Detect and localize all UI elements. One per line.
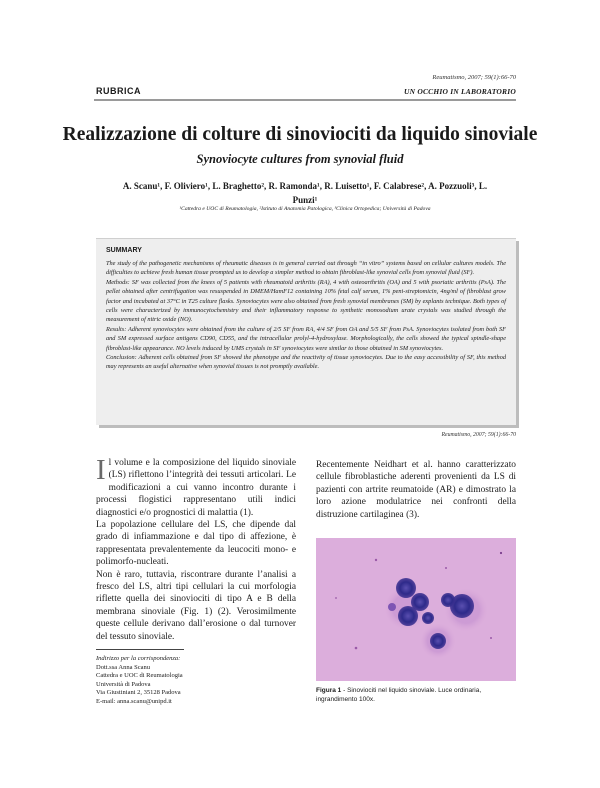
- summary-box: [96, 238, 516, 425]
- cell: [441, 593, 455, 607]
- summary-text: [106, 259, 506, 372]
- correspondence-email: E-mail: anna.scanu@unipd.it: [96, 697, 172, 705]
- article-subtitle: Synoviocyte cultures from synovial fluid: [196, 152, 404, 166]
- summary-results: Results: Adherent synoviocytes were obtained from the culture of 2/5 SF from RA, 4/4 SF from OA and 5/5 SF from PsA. Synoviocytes isolated from both SF and SM expressed surface antigens CD90, CD55, and the intracellular prolyl-4-hydroxylase. Morphologically, the cells showed the typical spindle-shape fibroblast-like appearance. NO levels induced by UMS crystals in SF synoviocytes were similar to those obtained in SM synoviocytes.: [106, 325, 506, 352]
- journal-reference: Reumatismo, 2007; 59(1):66-70: [432, 74, 516, 81]
- body-paragraph: La popolazione cellulare del LS, che dipende dal grado di infiammazione e dal tipo di affezione, è rappresentata prevalentemente da leucociti mono- e polimorfo-nucleati.: [96, 520, 296, 568]
- affiliations: ¹Cattedra e UOC di Reumatologia, ²Istituto di Anatomia Patologica, ³Clinica Ortopedica; Università di Padova: [179, 206, 431, 212]
- cell: [396, 578, 416, 598]
- correspondence-block: [96, 655, 296, 707]
- summary-heading: SUMMARY: [106, 247, 142, 254]
- body-paragraph: Non è raro, tuttavia, riscontrare durante l’analisi a fresco del LS, altri tipi cellulari la cui morfologia riflette quella dei sinoviociti di tipo A e B della membrana sinoviale (Fig. 1) (2). Verosimilmente queste cellule derivano dall’erosione o dal turnover del tessuto sinoviale.: [96, 569, 296, 642]
- correspondence-university: Università di Padova: [96, 680, 151, 688]
- figure-label: Figura 1: [316, 687, 342, 694]
- body-column-left: [96, 454, 296, 643]
- figure-micrograph: [316, 538, 516, 681]
- cell: [398, 606, 418, 626]
- rubric-label: RUBRICA: [96, 86, 141, 96]
- cell: [388, 603, 396, 611]
- body-paragraph: Recentemente Neidhart et al. hanno caratterizzato cellule fibroblastiche aderenti provenienti da LS di pazienti con artrite reumatoide (AR) e dimostrato la loro azione modulatrice nei confronti della distruzione cartilaginea (3).: [316, 460, 516, 520]
- header-rule: [94, 99, 516, 101]
- figure-caption: [316, 686, 516, 705]
- section-label: UN OCCHIO IN LABORATORIO: [404, 87, 516, 96]
- correspondence-name: Dott.ssa Anna Scanu: [96, 663, 150, 671]
- body-paragraph: l volume e la composizione del liquido sinoviale (LS) riflettono l’integrità dei tessuti articolari. Le modificazioni a cui vanno incontro durante i processi flogistici rappresentano utili indici diagnostici e/o prognostici di malattia (1).: [96, 458, 296, 518]
- correspondence-dept: Cattedra e UOC di Reumatologia: [96, 672, 183, 680]
- body-column-right: [316, 459, 516, 521]
- correspondence-rule: [96, 649, 184, 650]
- micrograph-image: [316, 538, 516, 681]
- summary-methods: Methods: SF was collected from the knees of 5 patients with rheumatoid arthritis (RA), 4 with osteoarthritis (OA) and 5 with psoriatic arthritis (PsA). The pellet obtained after centrifugation was resuspended in DMEM/HamF12 containing 10% fetal calf serum, 1% peni-streptomicin, 4ng/ml of fibroblast grow factor and incubated at 37°C in T25 culture flasks. Synoviocytes were also obtained from fresh synovial membranes (SM) by explants technique. Both types of cells were characterized by immunocytochemistry and their inflammatory response to synthetic monosodium urate crystals was studied through the measurement of nitric oxide (NO).: [106, 278, 506, 324]
- journal-reference-footer: Reumatismo, 2007; 59(1):66-70: [441, 432, 516, 438]
- author-list: A. Scanu¹, F. Oliviero¹, L. Braghetto², R. Ramonda¹, R. Luisetto¹, F. Calabrese², A. Pozzuoli³, L. Punzi¹: [122, 181, 488, 205]
- summary-intro: The study of the pathogenetic mechanisms of rheumatic diseases is in general carried out through “in vitro” systems based on cellular cultures models. The difficulties to achieve fresh human tissue prompted us to develop a simpler method to obtain fibroblast-like synovial cells from synovial fluid (SF).: [106, 260, 506, 277]
- correspondence-heading: Indirizzo per la corrispondenza:: [96, 655, 181, 662]
- cell: [422, 612, 434, 624]
- article-title: Realizzazione di colture di sinoviociti da liquido sinoviale: [62, 124, 538, 145]
- cell: [430, 633, 446, 649]
- correspondence-address: Via Giustiniani 2, 35128 Padova: [96, 689, 181, 697]
- drop-cap: I: [96, 454, 106, 486]
- summary-conclusion: Conclusion: Adherent cells obtained from SF showed the phenotype and the reactivity of tissue synoviocytes. Due to the easy accessibility of SF, this method may represents an useful alternative when synovial tissues is not promptly available.: [106, 354, 506, 371]
- figure-caption-text: - Sinoviociti nel liquido sinoviale. Luce ordinaria, ingrandimento 100x.: [316, 687, 482, 704]
